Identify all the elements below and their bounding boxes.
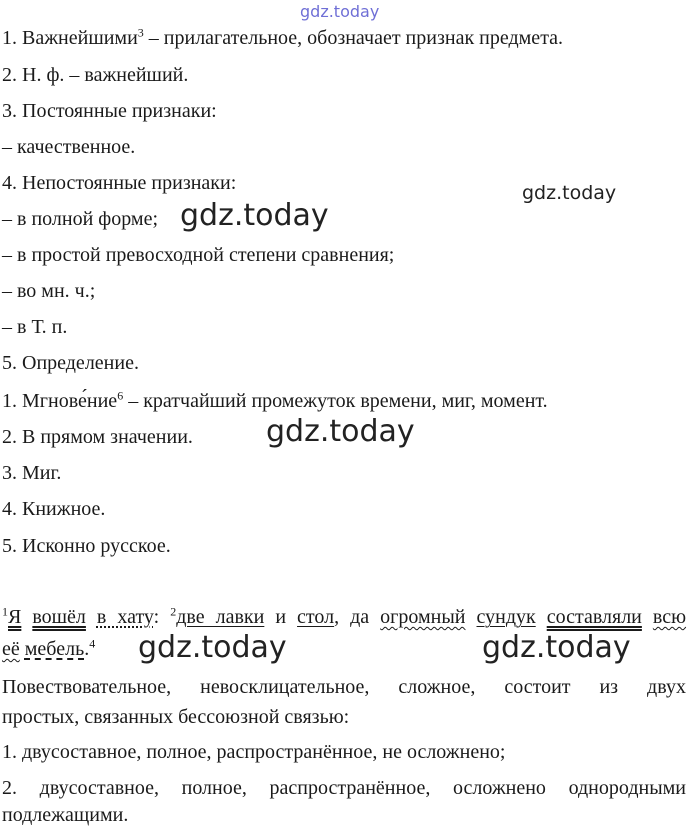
lexical-line-2: 2. В прямом значении. bbox=[2, 426, 193, 448]
watermark-bottom-right: gdz.today bbox=[482, 630, 631, 665]
morph-line-10: 5. Определение. bbox=[2, 352, 139, 374]
morph-line-1 bbox=[2, 26, 563, 50]
analysis-line-2: простых, связанных бессоюзной связью: bbox=[2, 706, 350, 728]
morph-line-6: – в полной форме; bbox=[2, 208, 159, 230]
conjunction: , да bbox=[334, 606, 381, 628]
attribute: её bbox=[2, 638, 20, 660]
morph-word: 1. Важнейшими bbox=[2, 27, 138, 49]
attribute: огромный bbox=[380, 606, 466, 628]
predicate: вошёл bbox=[32, 606, 86, 628]
morph-line-5: 4. Непостоянные признаки: bbox=[2, 172, 237, 194]
morph-line-8: – во мн. ч.; bbox=[2, 280, 96, 302]
morph-line-9: – в Т. п. bbox=[2, 316, 68, 338]
lexical-line-5: 5. Исконно русское. bbox=[2, 535, 171, 557]
attribute: всю bbox=[652, 606, 687, 628]
predicate: составляли bbox=[546, 606, 642, 628]
lexical-word: 1. Мгнове́ние bbox=[2, 390, 118, 412]
watermark-right: gdz.today bbox=[522, 182, 617, 204]
footnote-mark: 6 bbox=[117, 388, 124, 403]
conjunction: и bbox=[264, 606, 298, 628]
analysis-line-1: Повествовательное, невосклицательное, сложное, состоит из двух bbox=[2, 676, 686, 698]
clause-mark: 1 bbox=[2, 604, 8, 619]
punctuation: . bbox=[84, 638, 90, 660]
morph-description: – прилагательное, обозначает признак предмета. bbox=[143, 27, 564, 49]
sentence-line-2 bbox=[2, 637, 95, 661]
analysis-line-3: 1. двусоставное, полное, распространённое, не осложнено; bbox=[2, 741, 506, 763]
sentence-line-1 bbox=[2, 605, 686, 629]
space bbox=[536, 606, 547, 628]
subject: сундук bbox=[476, 606, 536, 628]
morph-line-7: – в простой превосходной степени сравнения; bbox=[2, 244, 395, 266]
morph-line-4: – качественное. bbox=[2, 136, 136, 158]
object: мебель bbox=[24, 638, 85, 660]
analysis-line-5: подлежащими. bbox=[2, 804, 129, 826]
watermark-top: gdz.today bbox=[300, 2, 380, 21]
punctuation: : bbox=[153, 606, 171, 628]
lexical-line-1 bbox=[2, 389, 548, 413]
analysis-line-4: 2. двусоставное, полное, распространённое, осложнено однородными bbox=[2, 777, 686, 799]
morph-line-2: 2. Н. ф. – важнейший. bbox=[2, 64, 189, 86]
clause-mark: 2 bbox=[170, 604, 177, 619]
adverbial: в хату bbox=[96, 606, 154, 628]
morph-line-3: 3. Постоянные признаки: bbox=[2, 100, 217, 122]
watermark-mid-2: gdz.today bbox=[266, 414, 415, 449]
subject: Я bbox=[8, 606, 22, 628]
watermark-mid-1: gdz.today bbox=[180, 198, 329, 233]
lexical-line-4: 4. Книжное. bbox=[2, 498, 106, 520]
footnote-mark: 4 bbox=[89, 636, 96, 651]
subject: две лавки bbox=[176, 606, 265, 628]
space bbox=[466, 606, 477, 628]
watermark-bottom-left: gdz.today bbox=[138, 630, 287, 665]
lexical-description: – кратчайший промежуток времени, миг, момент. bbox=[123, 390, 548, 412]
subject: стол bbox=[297, 606, 335, 628]
lexical-line-3: 3. Миг. bbox=[2, 462, 62, 484]
footnote-mark: 3 bbox=[137, 25, 144, 40]
space bbox=[642, 606, 653, 628]
